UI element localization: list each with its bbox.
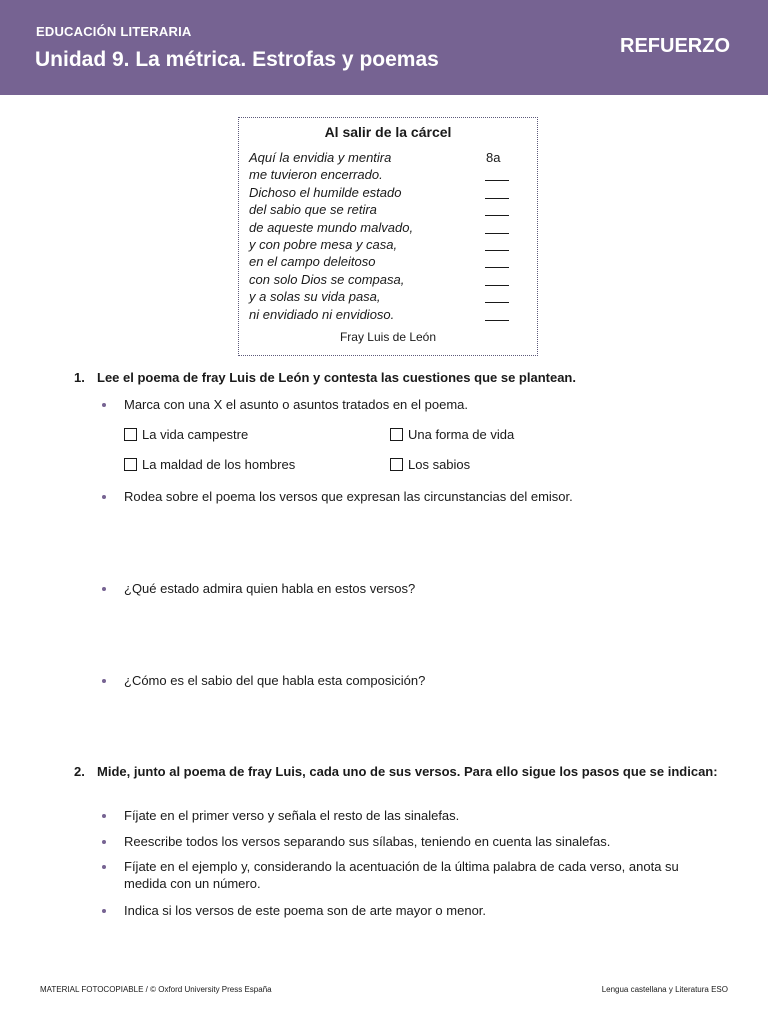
- footer-subject: Lengua castellana y Literatura ESO: [601, 985, 728, 994]
- measure-blank[interactable]: [485, 180, 509, 181]
- poem-verse: y con pobre mesa y casa,: [249, 237, 398, 252]
- measure-blank[interactable]: [485, 285, 509, 286]
- bullet-dot-icon: [102, 865, 106, 869]
- page-header: [0, 0, 768, 95]
- bullet-dot-icon: [102, 909, 106, 913]
- checkbox-icon[interactable]: [124, 428, 137, 441]
- poem-verse: con solo Dios se compasa,: [249, 271, 405, 287]
- bullet-text: Reescribe todos los versos separando sus sílabas, teniendo en cuenta las sinalefas.: [124, 834, 611, 849]
- poem-verse: Aquí la envidia y mentira: [249, 150, 392, 165]
- poem-verse: ni envidiado ni envidioso.: [249, 306, 395, 322]
- measure-blank[interactable]: [485, 267, 509, 268]
- bullet-dot-icon: [102, 403, 106, 407]
- bullet-dot-icon: [102, 840, 106, 844]
- bullet-text: ¿Cómo es el sabio del que habla esta composición?: [124, 673, 426, 688]
- poem-verse: me tuvieron encerrado.: [249, 167, 383, 183]
- poem-author: Fray Luis de León: [339, 330, 437, 344]
- question-number: 2.: [74, 764, 85, 779]
- poem-verse: y a solas su vida pasa,: [249, 289, 381, 305]
- checkbox-icon[interactable]: [390, 458, 403, 471]
- page-title: Unidad 9. La métrica. Estrofas y poemas: [35, 48, 439, 71]
- verse-measure-example: 8a: [486, 150, 501, 165]
- bullet-text: ¿Qué estado admira quien habla en estos versos?: [124, 581, 416, 596]
- poem-verse: del sabio que se retira: [249, 202, 377, 218]
- bullet-text: Rodea sobre el poema los versos que expresan las circunstancias del emisor.: [124, 489, 573, 504]
- bullet-dot-icon: [102, 814, 106, 818]
- measure-blank[interactable]: [485, 215, 509, 216]
- measure-blank[interactable]: [485, 233, 509, 234]
- checkbox-icon[interactable]: [390, 428, 403, 441]
- question-number: 1.: [74, 370, 85, 385]
- measure-blank[interactable]: [485, 250, 509, 251]
- question-text: Lee el poema de fray Luis de León y contesta las cuestiones que se plantean.: [97, 370, 576, 385]
- bullet-dot-icon: [102, 679, 106, 683]
- measure-blank[interactable]: [485, 320, 509, 321]
- poem-verse: de aqueste mundo malvado,: [249, 219, 414, 235]
- measure-blank[interactable]: [485, 198, 509, 199]
- bullet-text: Indica si los versos de este poema son de arte mayor o menor.: [124, 903, 487, 918]
- checkbox-icon[interactable]: [124, 458, 137, 471]
- level-badge: REFUERZO: [620, 35, 730, 57]
- poem-verse: Dichoso el humilde estado: [249, 184, 402, 200]
- bullet-text: Fíjate en el ejemplo y, considerando la acentuación de la última palabra de cada verso, anota su medida con un número.: [124, 859, 679, 891]
- poem-verse: en el campo deleitoso: [249, 254, 376, 270]
- question-text: Mide, junto al poema de fray Luis, cada uno de sus versos. Para ello sigue los pasos que se indican:: [97, 764, 718, 779]
- footer-copyright: MATERIAL FOTOCOPIABLE / © Oxford University Press España: [40, 985, 272, 994]
- section-kicker: EDUCACIÓN LITERARIA: [36, 24, 192, 39]
- bullet-dot-icon: [102, 495, 106, 499]
- measure-blank[interactable]: [485, 302, 509, 303]
- bullet-dot-icon: [102, 587, 106, 591]
- poem-title: Al salir de la cárcel: [324, 124, 452, 140]
- poem-box: [238, 117, 538, 356]
- bullet-text: Fíjate en el primer verso y señala el resto de las sinalefas.: [124, 808, 460, 823]
- bullet-text: Marca con una X el asunto o asuntos tratados en el poema.: [124, 397, 468, 412]
